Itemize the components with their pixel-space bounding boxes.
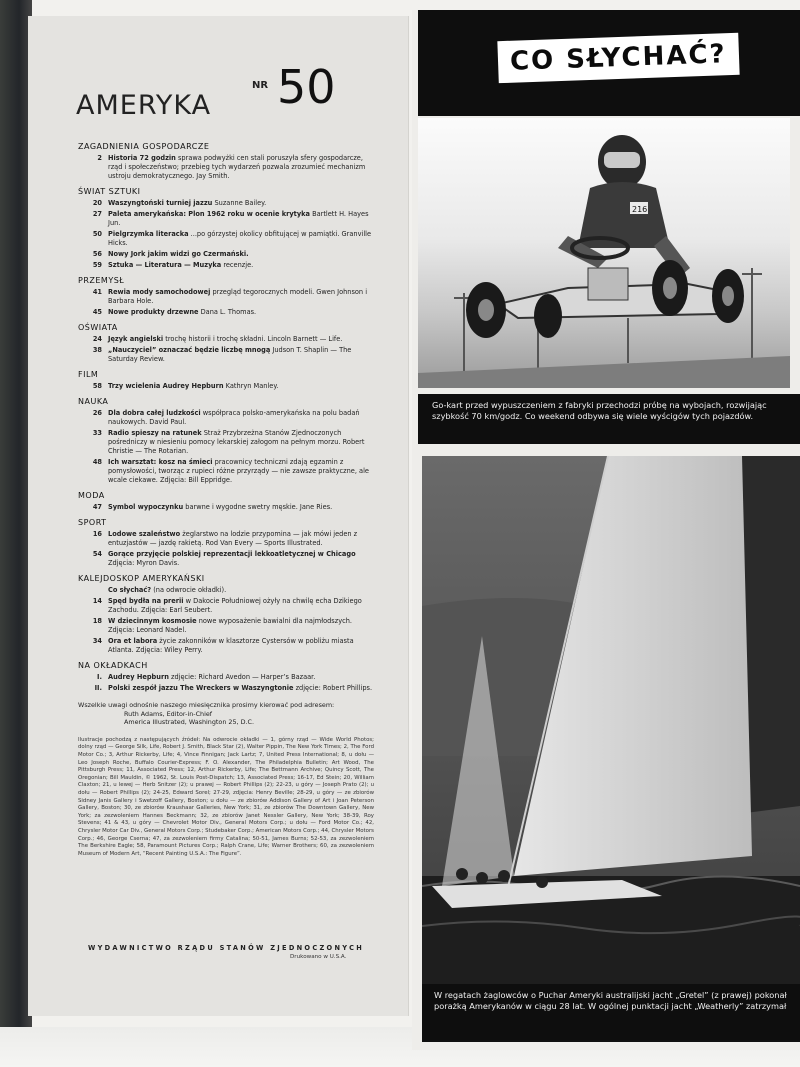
toc-entry-body [108,673,374,682]
toc-entry-title: Pielgrzymka literacka [108,230,189,238]
toc-entry-title: Ich warsztat: kosz na śmieci [108,458,213,466]
masthead [76,60,376,134]
toc-entry-title: Język angielski [108,335,164,343]
toc-entry-body [108,346,374,364]
toc-entry-title: Rewia mody samochodowej [108,288,211,296]
toc-section-heading: NAUKA [78,397,109,406]
toc-entry [78,586,374,595]
toc-page-number: 14 [92,597,102,605]
toc-page-number: 48 [92,458,102,466]
toc-entry-description: współpraca polsko-amerykańska na polu badań naukowych. David Paul. [108,409,360,426]
editor-contact-note [78,701,374,727]
toc-entry-title: Gorące przyjęcie polskiej reprezentacji lekkoatletycznej w Chicago [108,550,356,558]
toc-entry-description: przegląd tegorocznych modeli. Gwen Johnson i Barbara Hole. [108,288,368,305]
toc-entry-title: Sztuka — Literatura — Muzyka [108,261,222,269]
publisher-line: WYDAWNICTWO RZĄDU STANÓW ZJEDNOCZONYCH [88,944,365,952]
toc-section [78,661,374,693]
toc-section-heading: ŚWIAT SZTUKI [78,187,141,196]
toc-page-number: 56 [92,250,102,258]
toc-entry [78,637,374,655]
toc-section [78,370,374,391]
toc-entry-description: trochę historii i trochę składni. Lincoln Barnett — Life. [165,335,343,343]
toc-entry [78,382,374,391]
toc-entry-title: Ora et labora [108,637,158,645]
toc-section [78,187,374,270]
toc-entry-title: Historia 72 godzin [108,154,176,162]
toc-entry-body [108,409,374,427]
toc-entry [78,230,374,248]
toc-entry-description: (na odwrocie okładki). [153,586,227,594]
toc-entry-description: nowe wyposażenie bawialni dla najmłodszych. Zdjęcia: Leonard Nadel. [108,617,353,634]
toc-page-number: 24 [92,335,102,343]
toc-entry-body [108,230,374,248]
contact-line: America Illustrated, Washington 25, D.C. [124,718,255,727]
toc-page-number: 45 [92,308,102,316]
contact-line: Ruth Adams, Editor-in-Chief [124,709,213,718]
toc-entry-description: Zdjęcia: Myron Davis. [108,559,180,567]
toc-page-number: I. [97,673,102,681]
toc-entry-body [108,503,374,512]
issue-label: NR [252,80,269,91]
toc-page-number: 16 [92,530,102,538]
toc-page-number: 34 [92,637,102,645]
toc-entry-body [108,586,374,595]
toc-page-number: 33 [92,429,102,437]
toc-entry-body [108,550,374,568]
toc-section-heading: NA OKŁADKACH [78,661,148,670]
toc-entry-body [108,210,374,228]
toc-entry [78,673,374,682]
toc-entry-body [108,429,374,456]
toc-entry-title: Spęd bydła na prerii [108,597,184,605]
toc-entry [78,288,374,306]
toc-entry-description: Bartlett H. Hayes Jun. [108,210,369,227]
toc-section-heading: FILM [78,370,99,379]
toc-section-heading: SPORT [78,518,107,527]
toc-entry-description: barwne i wygodne swetry męskie. Jane Ries. [185,503,333,511]
toc-entry-description: pracownicy techniczni zdają egzamin z pomysłowości, tworząc z rupieci różne przyrządy — nie zawsze praktyczne, ale wcale ciekawe. Zdjęcia: Bill Eppridge. [108,458,369,484]
toc-entry-title: Nowe produkty drzewne [108,308,199,316]
yacht-caption: W regatach żaglowców o Puchar Ameryki australijski jacht „Gretel” (z prawej) pokonał porażką Amerykanów w ciągu 28 lat. W ogólnej punktacji jacht „Weatherly” zatrzymał [422,984,800,1042]
issue-number: 50 [277,60,336,114]
toc-entry-body [108,308,374,317]
toc-page-number: 58 [92,382,102,390]
toc-entry [78,550,374,568]
toc-entry [78,684,374,693]
toc-page-number: 38 [92,346,102,354]
table-of-contents [78,142,374,858]
toc-entry-title: Paleta amerykańska: Plon 1962 roku w ocenie krytyka [108,210,310,218]
toc-section-heading: PRZEMYSŁ [78,276,125,285]
toc-page-number: II. [94,684,102,692]
toc-page-number: 26 [92,409,102,417]
toc-entry [78,261,374,270]
toc-entry-title: Audrey Hepburn [108,673,169,681]
toc-entry-description: życie zakonników w klasztorze Cystersów w pobliżu miasta Atlanta. Zdjęcia: Wiley Perry. [108,637,354,654]
sailing-yacht-photo [422,456,800,984]
toc-entry-body [108,597,374,615]
toc-entry-description: sprawa podwyżki cen stali poruszyła sfery gospodarcze, rząd i społeczeństwo; przebieg tych wydarzeń pozwala zrozumieć mechanizm ustroju demokratycznego. Jay Smith. [108,154,366,180]
toc-section [78,574,374,655]
toc-entry [78,429,374,456]
toc-entry-description: zdjęcie: Robert Phillips. [295,684,373,692]
toc-entry-body [108,458,374,485]
toc-entry-title: „Nauczyciel” oznaczać będzie liczbę mnogą [108,346,271,354]
go-kart-photo [418,118,790,388]
printed-in-note: Drukowano w U.S.A. [290,954,347,960]
toc-entry-body [108,154,374,181]
toc-section-heading: KALEJDOSKOP AMERYKAŃSKI [78,574,205,583]
toc-entry [78,503,374,512]
section-header-title: CO SŁYCHAĆ? [497,33,739,83]
toc-page-number [78,586,108,595]
toc-entry-body [108,261,374,270]
toc-section-heading: OŚWIATA [78,323,118,332]
section-header-band [418,10,800,116]
toc-entry [78,346,374,364]
toc-entry-body [108,637,374,655]
toc-entry [78,308,374,317]
toc-entry-body [108,530,374,548]
toc-entry-title: Polski zespół jazzu The Wreckers w Waszyngtonie [108,684,294,692]
toc-entry-title: Nowy Jork jakim widzi go Czermański. [108,250,249,258]
toc-entry [78,597,374,615]
toc-entry-title: Symbol wypoczynku [108,503,184,511]
toc-entry-description: żeglarstwo na lodzie przypomina — jak mówi jeden z entuzjastów — jazdę rakietą. Rod Van Every — Sports Illustrated. [108,530,358,547]
toc-entry-body [108,382,374,391]
toc-entry-title: Radio spieszy na ratunek [108,429,202,437]
toc-entry-body [108,684,374,693]
toc-entry [78,250,374,259]
toc-entry-title: Co słychać? [108,586,152,594]
toc-page-number: 27 [92,210,102,218]
toc-entry-title: Lodowe szaleństwo [108,530,181,538]
toc-entry [78,458,374,485]
toc-entry-body [108,288,374,306]
toc-section-heading: MODA [78,491,105,500]
toc-entry-title: Waszyngtoński turniej jazzu [108,199,213,207]
toc-section [78,518,374,568]
toc-page-number: 2 [97,154,102,162]
toc-section [78,397,374,485]
toc-entry [78,617,374,635]
toc-page-number: 20 [92,199,102,207]
toc-entry-title: Dla dobra całej ludzkości [108,409,201,417]
toc-section [78,142,374,181]
toc-entry [78,530,374,548]
toc-page-number: 18 [92,617,102,625]
toc-entry-description: Suzanne Bailey. [214,199,267,207]
toc-entry [78,335,374,344]
toc-entry-description: w Dakocie Południowej ożyły na chwilę echa Dzikiego Zachodu. Zdjęcia: Earl Seubert. [108,597,362,614]
toc-entry [78,210,374,228]
toc-entry [78,154,374,181]
toc-entry-description: ...po górzystej okolicy obfitującej w pamiątki. Granville Hicks. [108,230,372,247]
toc-entry-body [108,199,374,208]
toc-entry-body [108,617,374,635]
toc-entry-description: Judson T. Shaplin — The Saturday Review. [108,346,352,363]
toc-entry-description: Dana L. Thomas. [200,308,257,316]
toc-entry-body [108,250,374,259]
toc-section-heading: ZAGADNIENIA GOSPODARCZE [78,142,210,151]
toc-entry-description: recenzje. [223,261,254,269]
toc-page-number: 59 [92,261,102,269]
toc-entry-title: W dziecinnym kosmosie [108,617,197,625]
toc-page-number: 54 [92,550,102,558]
toc-entry [78,199,374,208]
toc-section [78,323,374,364]
toc-entry [78,409,374,427]
toc-entry-description: Kathryn Manley. [225,382,279,390]
toc-entry-title: Trzy wcielenia Audrey Hepburn [108,382,224,390]
magazine-title: AMERYKA [76,90,212,121]
kart-number: 216 [632,205,648,214]
toc-entry-description: zdjęcie: Richard Avedon — Harper’s Bazaar. [171,673,316,681]
toc-page-number: 47 [92,503,102,511]
toc-entry-body [108,335,374,344]
go-kart-caption: Go-kart przed wypuszczeniem z fabryki przechodzi próbę na wybojach, rozwijając szybkość 70 km/godz. Co weekend odbywa się wiele wyścigów tych pojazdów. [418,394,800,444]
photo-credits: Ilustracje pochodzą z następujących źródeł: Na odwrocie okładki — 1, górny rząd — Wide World Photos; dolny rząd — George Silk, Life, Robert J. Smith, Black Star (2), Walter Pippin, The New York Times; 2, The Ford Motor Co.; 3, Arthur Rickerby, Life; 4, Vince Finnigan; Jack Lartz; 7, United Press International; 8, u dołu — Leo Joseph Roche, Buffalo Courier-Express; F. O. Alexander, The Philadelphia Bulletin; Art Wood, The Pittsburgh Press; 11, Associated Press; 12, Arthur Rickerby, Life; The Bettmann Archive; Quincy Scott, The Oregonian; Bill Mauldin, © 1962, St. Louis Post-Dispatch; 13, Associated Press; 16-17, Ed Stein; 20, William Claxton; 21, u lewej — Herb Snitzer (2); u prawej — Robert Phillips (2); 22-23, u góry — Joseph Prato (2); u dołu — Robert Phillips (2); 24-25, Edward Sorel; 27-29, zdjęcia: Henry Beville; 28-29, u góry — ze zbiorów Sidney Janis Gallery i Swetzoff Gallery, Boston; u dołu — ze zbiorów Addison Gallery of Art i Joan Peterson Gallery, Boston; 30, ze zbiorów Kraushaar Galleries, New York; 31, ze zbiorów The Downtown Gallery, New York; za zezwoleniem Hannes Beckmann; 32, ze zbiorów Janet Nessler Gallery, New York; 38-39, Roy Stevens; 41 & 43, u góry — Chevrolet Motor Div., General Motors Corp.; u dołu — Ford Motor Co.; 42, Chrysler Motor Car Div., General Motors Corp.; Studebaker Corp.; American Motors Corp.; 44, Chrysler Motors Corp.; 46, George Cserna; 47, za zezwoleniem firmy Catalina; 50-51, James Burns; 52-53, za zezwoleniem The Berkshire Eagle; 58, Paramount Pictures Corp.; Ralph Crane, Life; Warner Brothers; 60, za zezwoleniem Museum of Modern Art, “Recent Painting U.S.A.: The Figure”. [78,736,374,857]
toc-entry-description: Straż Przybrzeżna Stanów Zjednoczonych pośredniczy w niesieniu pomocy lekarskiej załogom na pełnym morzu. Robert Christie — The Rotarian. [108,429,365,455]
toc-page-number: 50 [92,230,102,238]
contact-line: Wszelkie uwagi odnośnie naszego miesięcznika prosimy kierować pod adresem: [78,701,335,709]
toc-section [78,276,374,317]
toc-page-number: 41 [92,288,102,296]
toc-section [78,491,374,512]
